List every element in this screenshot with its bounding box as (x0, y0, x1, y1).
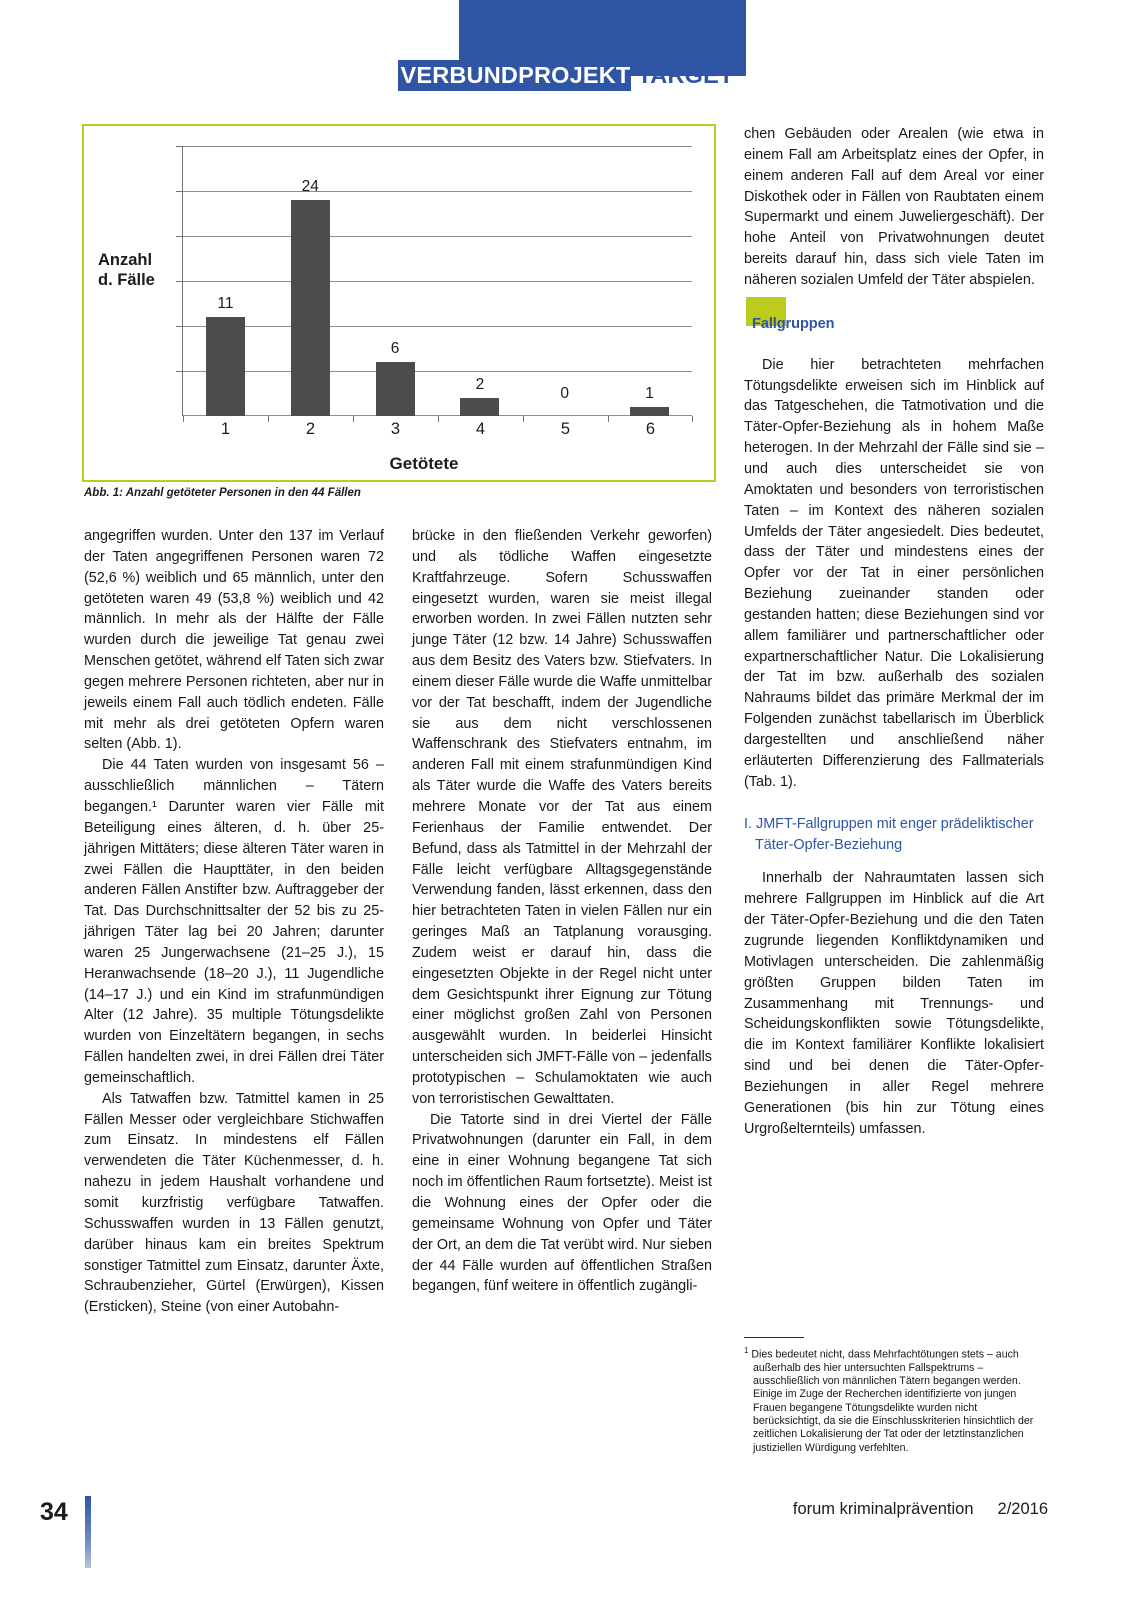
bar-value: 11 (217, 295, 234, 312)
paragraph: Die Tatorte sind in drei Viertel der Fälle Privatwohnungen (darunter ein Fall, in dem eine in einer Wohnung begangene Tat sich noch im öffentlichen Raum fortsetzte). Meist ist die Wohnung eines der Opfer oder die gemeinsame Wohnung von Opfer und Täter der Ort, an dem die Tat verübt wird. Nur sieben der 44 Fälle wurden auf öffentlichen Straßen begangen, fünf weitere in öffentlich zugängli- (412, 1111, 712, 1295)
bar-slot-1 (183, 146, 268, 416)
bar-slot-4 (437, 146, 522, 416)
bar-slot-5 (522, 146, 607, 416)
footnote-body: Dies bedeutet nicht, dass Mehrfachtötungen stets – auch außerhalb des hier untersuchten Fallspektrums – ausschließlich von männlichen Tätern begangen werden. Einige im Zuge der Recherchen identifizierte von jungen Frauen begangene Tötungsdelikte wurden nicht berücksichtigt, da sie die Einschlusskriterien hinsichtlich der zeitlichen Lokalisierung der Tat oder der letztinstanzlichen justiziellen Würdigung verfehlten. (751, 1348, 1034, 1454)
bar-slot-6 (607, 146, 692, 416)
bar-value: 24 (301, 178, 319, 195)
paragraph: chen Gebäuden oder Arealen (wie etwa in einem Fall am Arbeitsplatz eines der Opfer, in einem anderen Fall auf dem Areal vor einer Diskothek oder in Fällen von Raubtaten einem Supermarkt und einem Juweliergeschäft). Der hohe Anteil von Privatwohnungen deutet bereits darauf hin, dass sich viele Taten im näheren sozialen Umfeld der Täter abspielen. (744, 126, 1044, 288)
bar (206, 317, 245, 416)
page-title-target: TARGET (637, 62, 734, 88)
footer-journal-info (793, 1500, 1048, 1519)
chart-bars (183, 146, 692, 416)
figure-1 (82, 124, 716, 482)
x-tick-label: 1 (220, 420, 231, 438)
paragraph: brücke in den fließenden Verkehr geworfen) und als tödliche Waffen eingesetzte Kraftfahrzeuge. Sofern Schusswaffen eingesetzt wurden, waren sie meist illegal erworben worden. In zwei Fällen nutzten sehr junge Täter (12 bzw. 14 Jahre) Schusswaffen aus dem Besitz des Vaters bzw. Stiefvaters. In einem dieser Fälle wurde die Waffe unmittelbar vor der Tat beschafft, indem der Jugendliche sie aus dem nicht verschlossenen Waffenschrank des Stiefvaters entnahm, im anderen Fall mit einem strafunmündigen Kind als Täter wurde die Waffe des Vaters bereits mehrere Monate vor der Tat aus einem Ferienhaus der Familie entwendet. Der Befund, dass als Tatmittel in der Mehrzahl der Fälle leicht verfügbare Alltagsgegenstände Verwendung fanden, lässt erkennen, dass den hier betrachteten Taten in vielen Fällen nur ein geringes Maß an Tatplanung vorausging. Zudem weist er darauf hin, dass die eingesetzten Objekte in der Regel nicht unter dem Gesichtspunkt ihrer Eignung zur Tötung einer möglichst großen Zahl von Personen ausgewählt wurden. In beiderlei Hinsicht unterscheiden sich JMFT-Fälle von – jedenfalls prototypischen – Schulamoktaten wie auch von terroristischen Gewalttaten. (412, 528, 712, 1107)
y-tick (176, 326, 182, 327)
bar (376, 362, 415, 416)
bar-value: 2 (475, 376, 485, 393)
body-column-right (744, 124, 1044, 1139)
footer-accent-bar (85, 1496, 91, 1568)
section-heading-label: Fallgruppen (752, 315, 835, 332)
subsection-heading: I. JMFT-Fallgruppen mit enger prädeliktischer Täter-Opfer-Beziehung (744, 816, 1034, 853)
chart-x-tick-labels (183, 420, 693, 439)
y-tick (176, 191, 182, 192)
bar-value: 6 (390, 340, 400, 357)
chart-x-axis-label: Getötete (389, 454, 459, 473)
page-title-project: VERBUNDPROJEKT (398, 60, 631, 91)
page-title (0, 58, 1132, 92)
chart-plot-area (182, 146, 692, 416)
chart-y-axis-label-line2: d. Fälle (98, 271, 155, 289)
paragraph: Als Tatwaffen bzw. Tatmittel kamen in 25 Fällen Messer oder vergleichbare Stichwaffen zum Einsatz. In mindestens elf Fällen verwendeten die Täter Küchenmesser, d. h. nahezu in jedem Haushalt vorhandene und somit kurzfristig verfügbare Tatwaffen. Schusswaffen wurden in 13 Fällen genutzt, darüber hinaus kam ein breites Spektrum sonstiger Tatmittel zum Einsatz, darunter Äxte, Schraubenzieher, Gürtel (Erwürgen), Kissen (Ersticken), Steine (von einer Autobahn- (84, 1090, 384, 1316)
paragraph: angegriffen wurden. Unter den 137 im Verlauf der Taten angegriffenen Personen waren 72 (52,6 %) weiblich und 65 männlich, unter den getöteten waren 49 (53,8 %) weiblich und 42 männlich. In mehr als der Hälfte der Fälle wurden durch die jeweilige Tat genau zwei Menschen getötet, während elf Taten sich zwar gegen mehrere Personen richteten, aber nur in jeweils einem Fall auch tödlich endeten. Fälle mit mehr als drei getöteten Opfern waren selten (Abb. 1). (84, 528, 384, 753)
paragraph: Die 44 Taten wurden von insgesamt 56 – ausschließlich männlichen – Tätern begangen.¹ Darunter waren vier Fälle mit Beteiligung eines älteren, d. h. über 25-jährigen Mittäters; diese älteren Täter waren in zwei Fällen die Haupttäter, in den beiden anderen Fällen Anstifter bzw. Auftraggeber der Tat. Das Durchschnittsalter der 52 bis zu 25-jährigen Täter lag bei 20 Jahren; darunter waren 25 Jungerwachsene (21–25 J.), 15 Heranwachsende (18–20 J.), 11 Jugendliche (14–17 J.) und ein Kind im strafunmündigen Alter (12 Jahre). 35 multiple Tötungsdelikte wurden von Einzeltätern begangen, in sechs Fällen handelten zwei, in drei Fällen drei Täter gemeinschaftlich. (84, 757, 384, 1086)
footnote-text (744, 1344, 1044, 1455)
x-tick-label: 6 (645, 420, 656, 438)
y-tick (176, 371, 182, 372)
bar (630, 407, 669, 416)
figure-caption: Abb. 1: Anzahl getöteter Personen in den 44 Fällen (84, 487, 361, 499)
footnote-marker: 1 (744, 1346, 749, 1355)
bar (460, 398, 499, 416)
bar-chart (84, 126, 714, 480)
chart-y-axis-label (98, 250, 184, 290)
chart-y-axis-label-line1: Anzahl (98, 251, 153, 269)
y-tick (176, 236, 182, 237)
body-column-left (84, 526, 384, 1318)
paragraph: Innerhalb der Nahraumtaten lassen sich mehrere Fallgruppen im Hinblick auf die Art der Täter-Opfer-Beziehung und die den Taten zugrunde liegenden Konfliktdynamiken und Motivlagen unterscheiden. Die zahlenmäßig größten Gruppen bilden Taten im Zusammenhang mit Trennungs- und Scheidungskonflikten sowie Tötungsdelikte, die im Kontext familiärer Konflikte lokalisiert sind und bei denen die Täter-Opfer-Beziehungen in aller Regel mehrere Generationen (bis hin zur Tötung eines Urgroßelternteils) umfassen. (744, 870, 1044, 1137)
footnote-rule (744, 1337, 804, 1338)
y-tick (176, 281, 182, 282)
bar-slot-2 (268, 146, 353, 416)
bar-slot-3 (353, 146, 438, 416)
journal-issue: 2/2016 (997, 1500, 1048, 1518)
section-heading-fallgruppen (744, 311, 1044, 341)
y-tick (176, 146, 182, 147)
journal-name: forum kriminalprävention (792, 1500, 974, 1518)
x-tick-label: 4 (475, 420, 486, 438)
bar-value: 0 (560, 385, 570, 402)
body-column-middle (412, 526, 712, 1297)
bar-value: 1 (645, 385, 654, 402)
footnote-block (744, 1337, 1044, 1455)
x-tick-label: 3 (390, 420, 401, 438)
page-number: 34 (40, 1498, 68, 1526)
paragraph: Die hier betrachteten mehrfachen Tötungsdelikte erweisen sich im Hinblick auf das Tatgeschehen, die Tatmotivation und die Täter-Opfer-Beziehung als in hohem Maße heterogen. In der Mehrzahl der Fälle sind sie – und auch dies unterscheidet sie von Amoktaten und besonders von terroristischen Taten – im Kontext des näheren sozialen Umfelds der Täter angesiedelt. Dies bedeutet, dass der Täter und mindestens eines der Opfer vor der Tat in einer persönlichen Beziehung zueinander standen oder gestanden hatten; diese Beziehungen sind vor allem familiärer und partnerschaftlicher oder expartnerschaftlicher Natur. Die Lokalisierung der Tat im bzw. außerhalb des sozialen Nahraums bildet das primäre Merkmal der im Folgenden zunächst tabellarisch im Überblick dargestellten und anschließend näher erläuterten Differenzierung des Fallmaterials (Tab. 1). (744, 356, 1044, 790)
x-tick-label: 2 (305, 420, 316, 438)
x-tick-label: 5 (560, 420, 571, 438)
bar (291, 200, 330, 416)
